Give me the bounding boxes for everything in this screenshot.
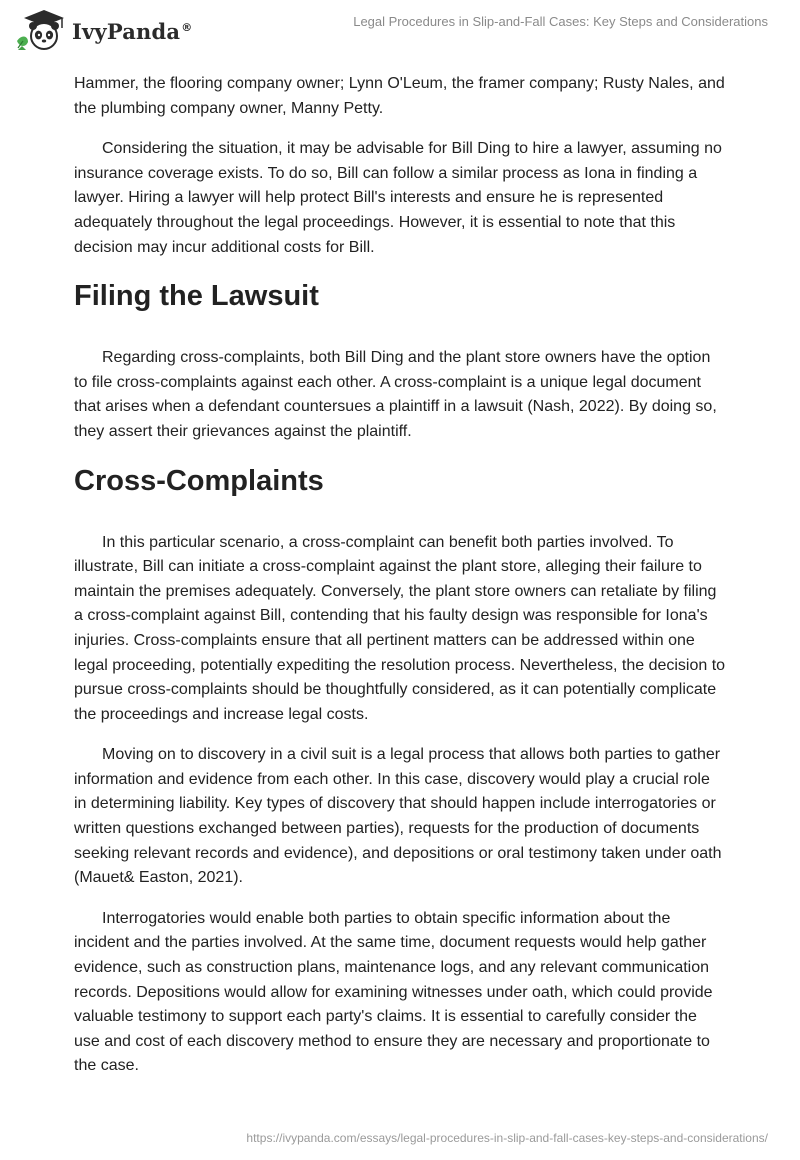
paragraph-scenario: In this particular scenario, a cross-complaint can benefit both parties involved. To illustrate, Bill can initiate a cross-complaint against the plant store, alleging their failure to maintain the premises adequately. Conversely, the plant store owners can retaliate by filing a cross-complaint against Bill, contending that his faulty design was responsible for Iona's injuries. Cross-complaints ensure that all pertinent matters can be addressed within one legal proceeding, potentially expediting the resolution process. Nevertheless, the decision to pursue cross-complaints should be thoughtfully considered, as it can potentially complicate the proceedings and increase legal costs. (74, 533, 726, 723)
essay-content (74, 72, 726, 1095)
paragraph-interrogatories: Interrogatories would enable both parties to obtain specific information about the incident and the parties involved. At the same time, document requests would help gather evidence, such as construction plans, maintenance logs, and any relevant communication records. Depositions would allow for examining witnesses under oath, which could provide valuable testimony to support each party's claims. It is essential to carefully consider the use and cost of each discovery method to ensure they are necessary and proportionate to the case. (74, 909, 713, 1075)
document-title: Legal Procedures in Slip-and-Fall Cases: Key Steps and Considerations (353, 14, 768, 29)
heading-cross-complaints: Cross-Complaints (74, 464, 324, 497)
paragraph-continued: Hammer, the flooring company owner; Lynn O'Leum, the framer company; Rusty Nales, and the plumbing company owner, Manny Petty. (74, 75, 725, 117)
paragraph-discovery: Moving on to discovery in a civil suit is a legal process that allows both parties to gather information and evidence from each other. In this case, discovery would play a crucial role in determining liability. Key types of discovery that should happen include interrogatories or written questions exchanged between parties), requests for the production of documents seeking relevant records and evidence), and depositions or oral testimony taken under oath (Mauet& Easton, 2021). (74, 746, 722, 887)
paragraph-cross-complaints-option: Regarding cross-complaints, both Bill Ding and the plant store owners have the option to file cross-complaints against each other. A cross-complaint is a unique legal document that arises when a defendant countersues a plaintiff in a lawsuit (Nash, 2022). By doing so, they assert their grievances against the plaintiff. (74, 349, 717, 440)
paragraph-hire-lawyer: Considering the situation, it may be advisable for Bill Ding to hire a lawyer, assuming no insurance coverage exists. To do so, Bill can follow a similar process as Iona in finding a lawyer. Hiring a lawyer will help protect Bill's interests and ensure he is represented adequately throughout the legal proceedings. However, it is essential to note that this decision may incur additional costs for Bill. (74, 140, 722, 256)
logo-text: IvyPanda® (72, 18, 193, 44)
source-url[interactable]: https://ivypanda.com/essays/legal-procedures-in-slip-and-fall-cases-key-steps-and-considerations/ (246, 1131, 768, 1145)
heading-filing-the-lawsuit: Filing the Lawsuit (74, 280, 319, 313)
page-header (0, 0, 800, 62)
panda-graduate-icon (14, 8, 70, 52)
ivypanda-logo[interactable] (14, 8, 192, 52)
